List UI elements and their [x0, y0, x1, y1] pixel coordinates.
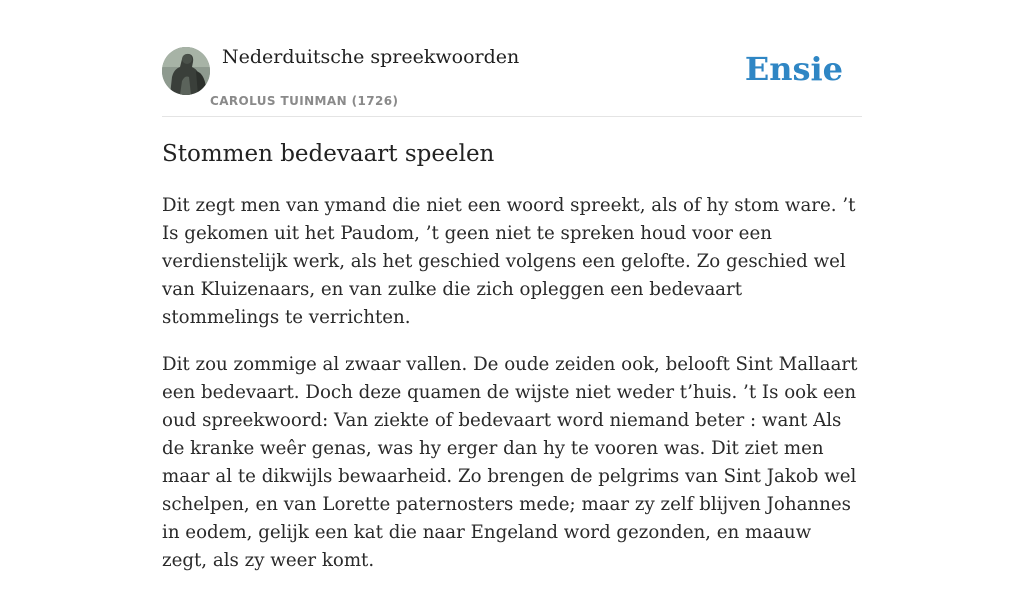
author-avatar[interactable]: [162, 47, 210, 95]
entry-body: [162, 192, 862, 594]
entry-paragraph: Dit zou zommige al zwaar vallen. De oude zeiden ook, belooft Sint Mallaart een bedevaart. Doch deze quamen de wijste niet weder t’huis. ’t Is ook een oud spreekwoord: Van ziekte of bedevaart word niemand beter : want Als de kranke weêr genas, was hy erger dan hy te vooren was. Dit ziet men maar al te dikwijls bewaarheid. Zo brengen de pelgrims van Sint Jakob wel schelpen, en van Lorette paternosters mede; maar zy zelf blijven Johannes in eodem, gelijk een kat die naar Engeland word gezonden, en maauw zegt, als zy weer komt.: [162, 354, 858, 571]
entry-title: Stommen bedevaart speelen: [162, 141, 495, 167]
statue-portrait-icon: [162, 47, 210, 95]
ensie-logo[interactable]: Ensie: [744, 50, 843, 88]
book-author[interactable]: CAROLUS TUINMAN (1726): [210, 94, 399, 108]
entry-paragraph: Dit zegt men van ymand die niet een woord spreekt, als of hy stom ware. ’t Is gekomen uit het Paudom, ’t geen niet te spreken houd voor een verdienstelijk werk, als het geschied volgens een gelofte. Zo geschied wel van Kluizenaars, en van zulke die zich opleggen een bedevaart stommelings te verrichten.: [162, 195, 856, 328]
book-title[interactable]: Nederduitsche spreekwoorden: [222, 46, 520, 68]
book-header: [162, 0, 862, 117]
page-container: [162, 0, 862, 571]
